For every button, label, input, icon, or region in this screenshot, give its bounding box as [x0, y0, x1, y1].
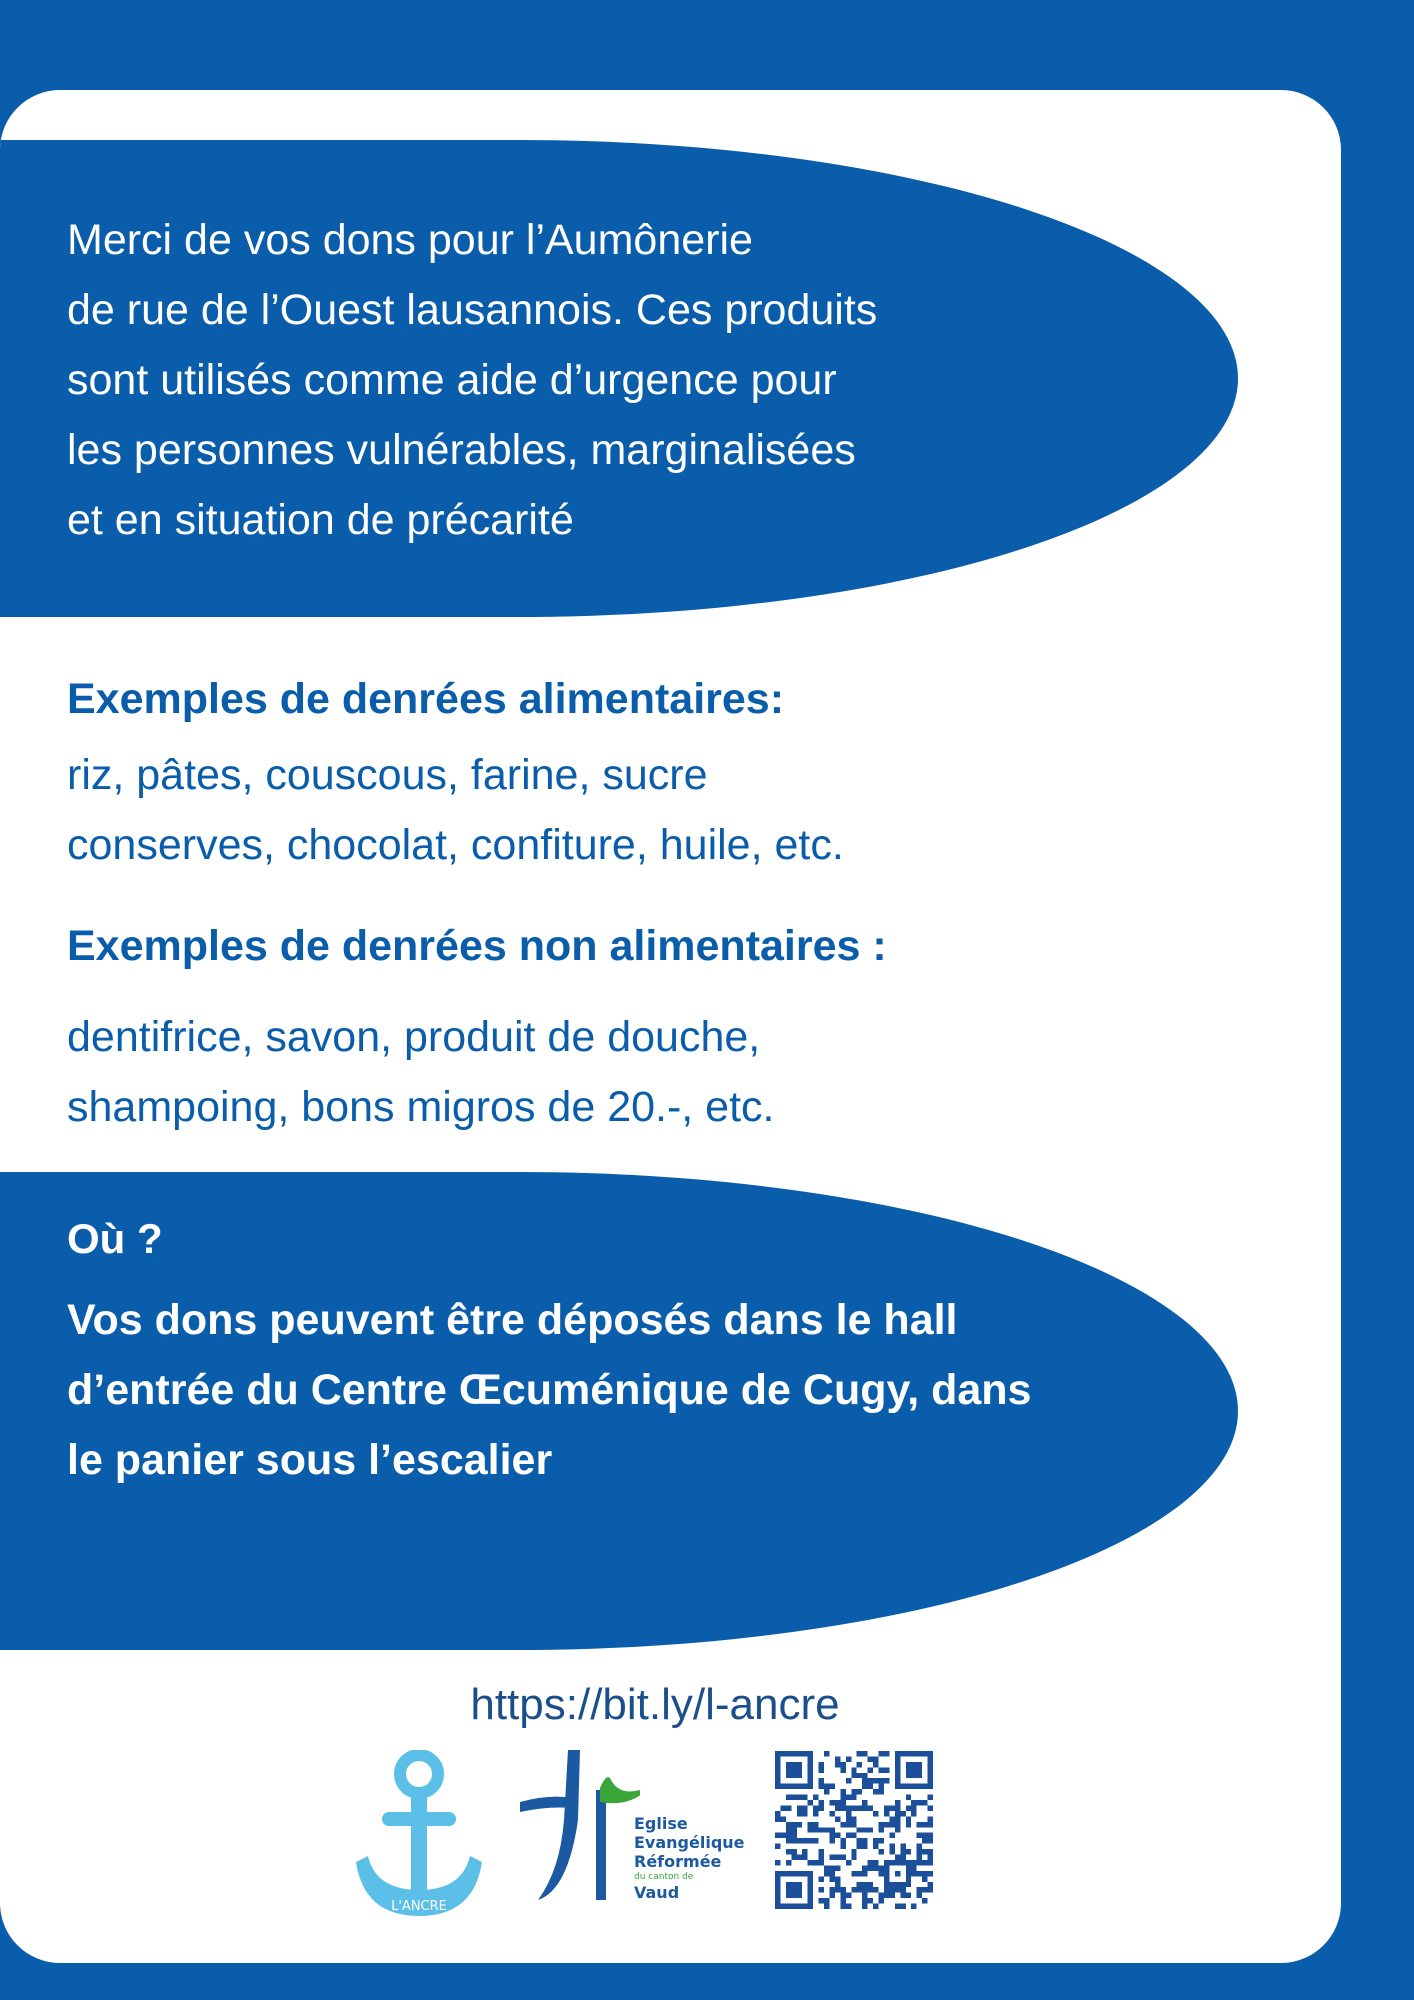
intro-line: les personnes vulnérables, marginalisées	[67, 426, 856, 474]
anchor-logo-icon	[354, 1750, 484, 1918]
nonfood-line: shampoing, bons migros de 20.-, etc.	[67, 1083, 775, 1131]
qr-code-icon[interactable]	[775, 1750, 933, 1910]
nonfood-heading: Exemples de denrées non alimentaires :	[67, 922, 887, 970]
website-link[interactable]: https://bit.ly/l-ancre	[470, 1680, 840, 1729]
eerv-line: Vaud	[634, 1883, 680, 1902]
location-line: Vos dons peuvent être déposés dans le hall	[67, 1296, 958, 1344]
nonfood-examples	[67, 1002, 774, 1142]
intro-line: Merci de vos dons pour l’Aumônerie	[67, 216, 753, 264]
logo-row	[0, 1750, 1341, 1920]
eerv-logo-text	[634, 1814, 745, 1902]
eerv-logo	[520, 1750, 745, 1920]
intro-text	[67, 205, 1067, 555]
location-line: le panier sous l’escalier	[67, 1436, 553, 1484]
food-line: riz, pâtes, couscous, farine, sucre	[67, 751, 708, 799]
intro-line: et en situation de précarité	[67, 496, 574, 544]
location-heading: Où ?	[67, 1215, 163, 1262]
location-text	[67, 1285, 1267, 1495]
eerv-line: Eglise	[634, 1814, 688, 1833]
intro-line: de rue de l’Ouest lausannois. Ces produits	[67, 286, 878, 334]
eerv-line: Réformée	[634, 1852, 722, 1871]
eerv-small-line: du canton de	[634, 1872, 694, 1882]
eerv-line: Evangélique	[634, 1833, 745, 1852]
food-line: conserves, chocolat, confiture, huile, etc.	[67, 821, 844, 869]
location-line: d’entrée du Centre Œcuménique de Cugy, dans	[67, 1366, 1032, 1414]
nonfood-line: dentifrice, savon, produit de douche,	[67, 1013, 761, 1061]
food-heading: Exemples de denrées alimentaires:	[67, 675, 785, 723]
intro-line: sont utilisés comme aide d’urgence pour	[67, 356, 837, 404]
anchor-logo-text: L'ANCRE	[391, 1899, 447, 1914]
eerv-cross-icon	[520, 1750, 640, 1920]
flyer-card	[0, 90, 1341, 1963]
food-examples	[67, 740, 844, 880]
